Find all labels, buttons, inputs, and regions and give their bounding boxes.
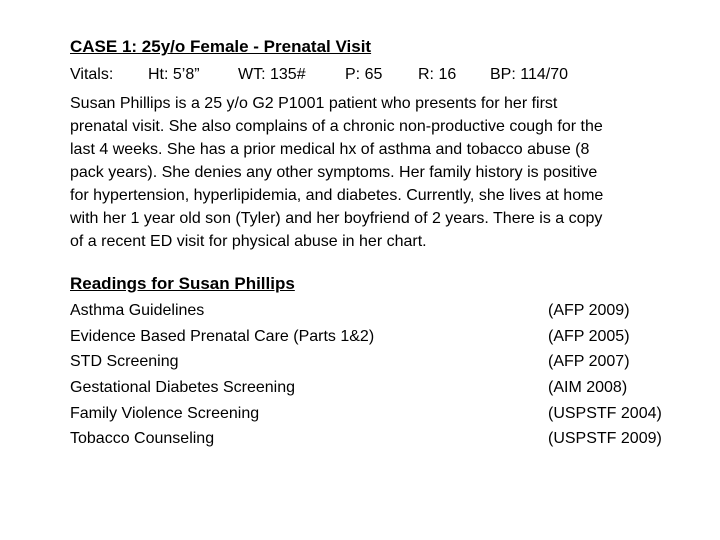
reading-source: (AIM 2008) [548,379,628,397]
reading-name: Gestational Diabetes Screening [70,379,296,397]
reading-name: Evidence Based Prenatal Care (Parts 1&2) [70,327,375,345]
reading-source: (USPSTF 2009) [548,430,662,448]
reading-item [70,378,690,404]
reading-name: Family Violence Screening [70,404,260,422]
vital-blood-pressure: BP: 114/70 [490,66,568,83]
case-title: CASE 1: 25y/o Female - Prenatal Visit [70,37,372,56]
reading-item [70,404,690,430]
narrative-line: for hypertension, hyperlipidemia, and diabetes. Currently, she lives at home [70,187,604,204]
narrative-line: Susan Phillips is a 25 y/o G2 P1001 patient who presents for her first [70,95,558,112]
readings-title: Readings for Susan Phillips [70,274,295,293]
narrative-line: of a recent ED visit for physical abuse in her chart. [70,233,427,250]
reading-item [70,327,690,353]
narrative-line: with her 1 year old son (Tyler) and her boyfriend of 2 years. There is a copy [70,210,603,227]
reading-source: (USPSTF 2004) [548,404,662,422]
case-narrative [70,92,690,253]
narrative-line: last 4 weeks. She has a prior medical hx of asthma and tobacco abuse (8 [70,141,590,158]
vitals-label: Vitals: [70,66,114,83]
reading-source: (AFP 2007) [548,353,630,371]
reading-name: Asthma Guidelines [70,302,205,319]
reading-item [70,352,690,378]
reading-item [70,301,690,327]
reading-source: (AFP 2005) [548,327,630,345]
vital-height: Ht: 5’8” [148,66,200,83]
narrative-line: pack years). She denies any other symptoms. Her family history is positive [70,164,598,181]
narrative-line: prenatal visit. She also complains of a chronic non-productive cough for the [70,118,603,135]
readings-list [70,301,690,455]
reading-source: (AFP 2009) [548,302,630,319]
reading-name: Tobacco Counseling [70,430,215,448]
reading-item [70,429,690,455]
vital-respiration: R: 16 [418,66,457,83]
reading-name: STD Screening [70,353,179,371]
vital-weight: WT: 135# [238,66,306,83]
vital-pulse: P: 65 [345,66,383,83]
